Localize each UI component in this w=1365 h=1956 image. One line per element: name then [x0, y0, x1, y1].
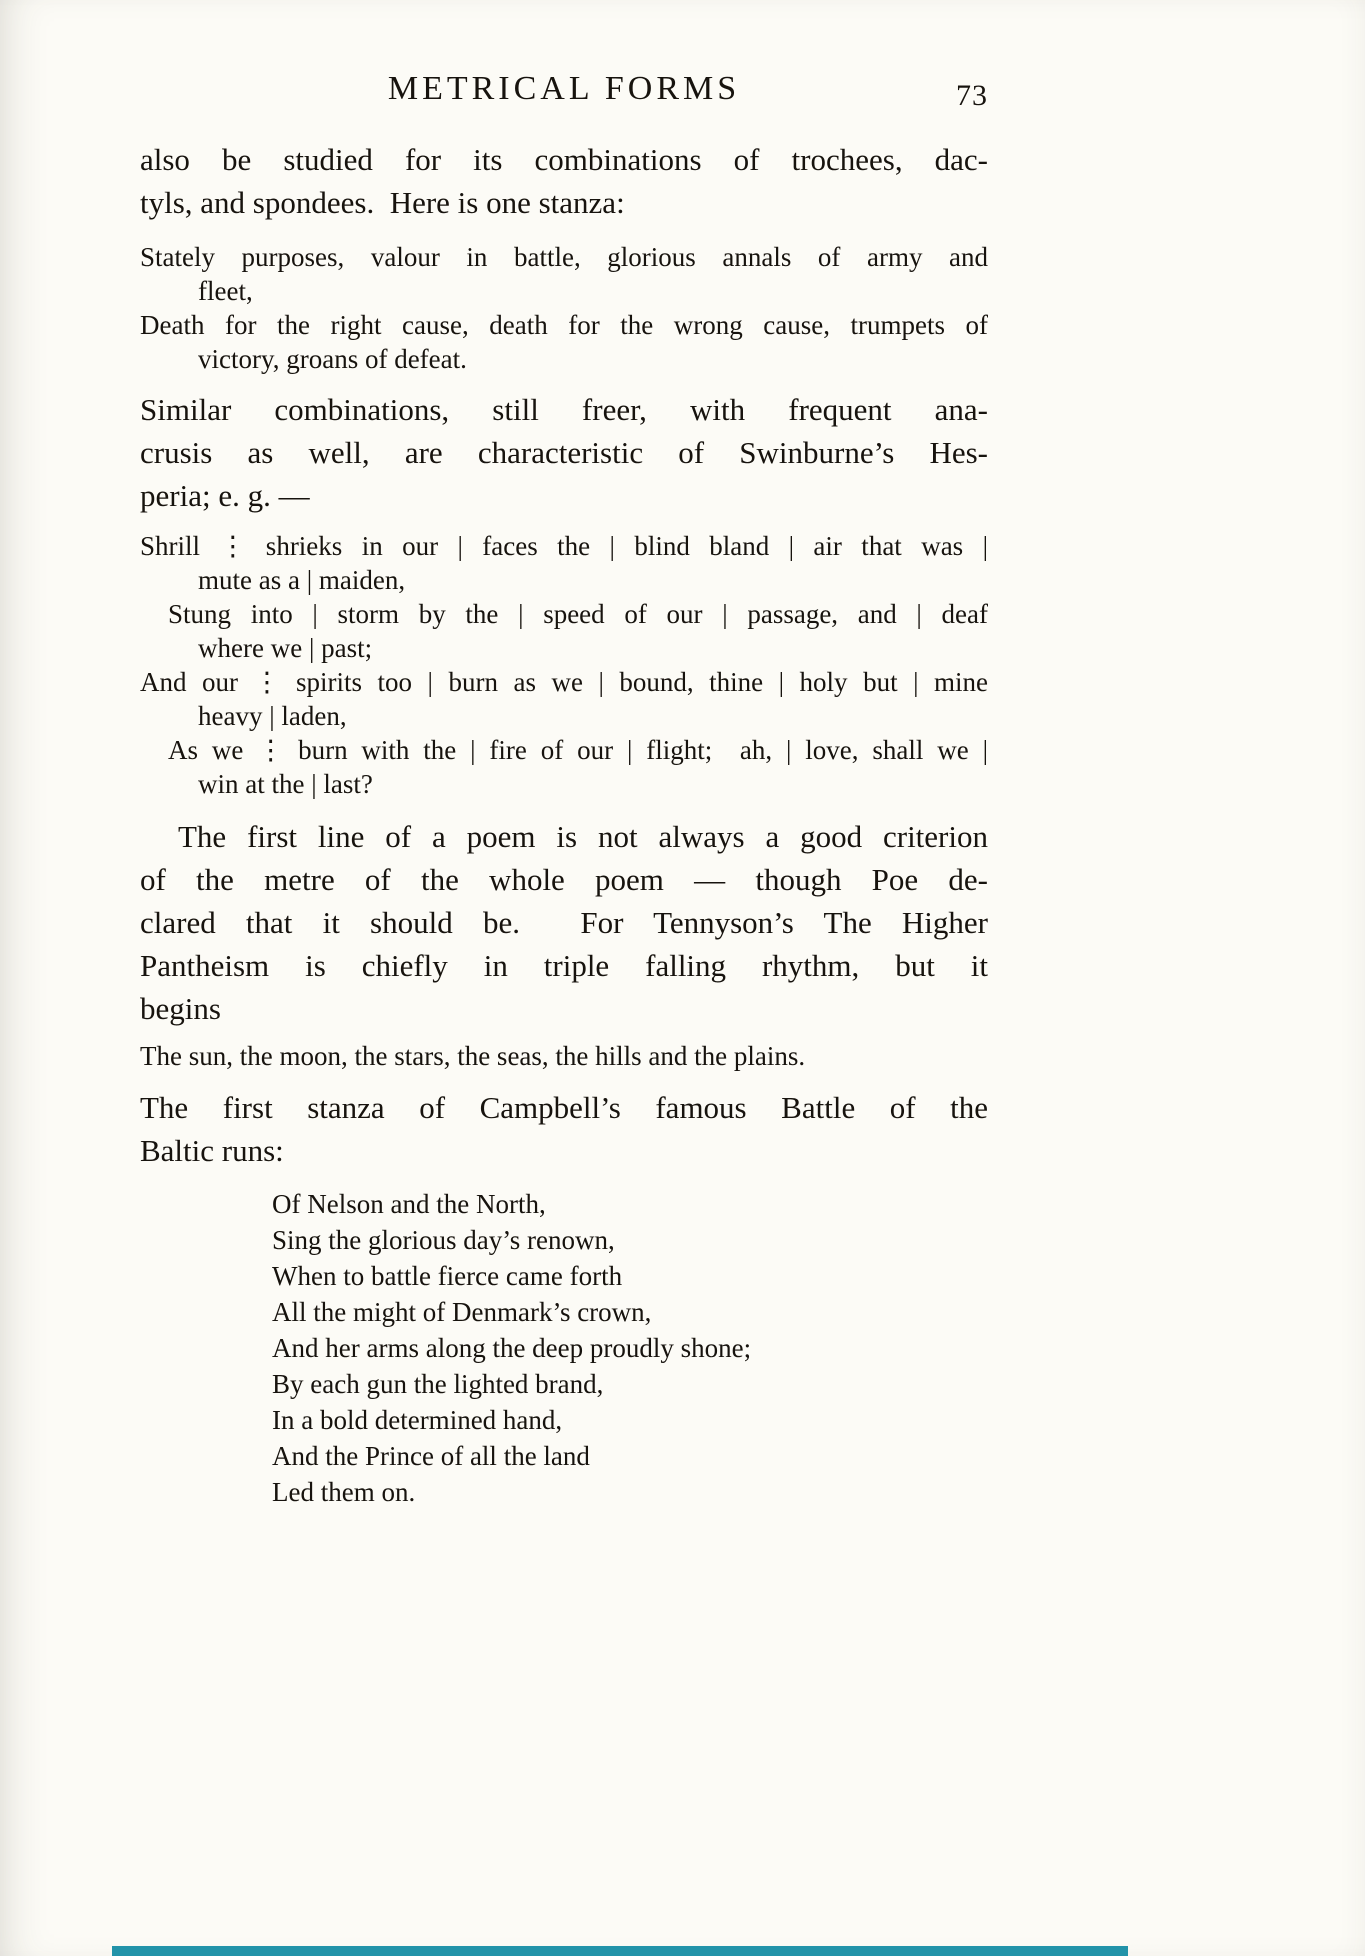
- text-line: clared that it should be. For Tennyson’s The Higher: [140, 905, 988, 940]
- stanza-quote-hesperia: [140, 529, 988, 801]
- page-number: 73: [956, 79, 988, 112]
- page-content: [140, 70, 988, 1510]
- tennyson-quote-line: The sun, the moon, the stars, the seas, the hills and the plains.: [140, 1041, 806, 1071]
- paragraph-first-line-criterion: [140, 815, 988, 1030]
- verse-line: By each gun the lighted brand,: [272, 1369, 604, 1399]
- verse-line: Sing the glorious day’s renown,: [272, 1225, 615, 1255]
- verse-line: And her arms along the deep proudly shone;: [272, 1333, 752, 1363]
- verse-line: win at the | last?: [198, 769, 373, 799]
- verse-line: Stung into | storm by the | speed of our | passage, and | deaf: [168, 599, 988, 629]
- scan-artifact-bar: [112, 1946, 1128, 1956]
- verse-line: mute as a | maiden,: [198, 565, 406, 595]
- verse-line: When to battle fierce came forth: [272, 1261, 623, 1291]
- page-header: [140, 70, 988, 118]
- stanza-quote-1: [140, 240, 988, 376]
- text-line: tyls, and spondees. Here is one stanza:: [140, 185, 625, 220]
- verse-line: And our ⋮ spirits too | burn as we | bound, thine | holy but | mine: [140, 667, 988, 697]
- paragraph-intro: [140, 138, 988, 224]
- verse-line: fleet,: [198, 276, 253, 306]
- paragraph-swinburne: [140, 388, 988, 517]
- verse-line: Of Nelson and the North,: [272, 1189, 546, 1219]
- text-line: peria; e. g. —: [140, 478, 310, 513]
- text-line: begins: [140, 991, 221, 1026]
- verse-line: heavy | laden,: [198, 701, 347, 731]
- text-line: also be studied for its combinations of trochees, dac-: [140, 142, 988, 177]
- verse-line: All the might of Denmark’s crown,: [272, 1297, 652, 1327]
- verse-line: where we | past;: [198, 633, 373, 663]
- verse-line: Stately purposes, valour in battle, glorious annals of army and: [140, 242, 988, 272]
- verse-line: Led them on.: [272, 1477, 416, 1507]
- text-line: of the metre of the whole poem — though Poe de-: [140, 862, 988, 897]
- text-line: Baltic runs:: [140, 1133, 284, 1168]
- verse-line: As we ⋮ burn with the | fire of our | flight; ah, | love, shall we |: [168, 735, 988, 765]
- text-line: The first line of a poem is not always a good criterion: [178, 819, 988, 854]
- paragraph-campbell: [140, 1086, 988, 1172]
- verse-line: victory, groans of defeat.: [198, 344, 467, 374]
- verse-line: In a bold determined hand,: [272, 1405, 563, 1435]
- text-line: crusis as well, are characteristic of Swinburne’s Hes-: [140, 435, 988, 470]
- verse-line: Death for the right cause, death for the wrong cause, trumpets of: [140, 310, 988, 340]
- text-line: Pantheism is chiefly in triple falling rhythm, but it: [140, 948, 988, 983]
- verse-line: Shrill ⋮ shrieks in our | faces the | blind bland | air that was |: [140, 531, 988, 561]
- stanza-battle-of-the-baltic: [272, 1186, 988, 1510]
- page-title: METRICAL FORMS: [387, 70, 741, 107]
- verse-line: And the Prince of all the land: [272, 1441, 590, 1471]
- text-line: The first stanza of Campbell’s famous Battle of the: [140, 1090, 988, 1125]
- text-line: Similar combinations, still freer, with frequent ana-: [140, 392, 988, 427]
